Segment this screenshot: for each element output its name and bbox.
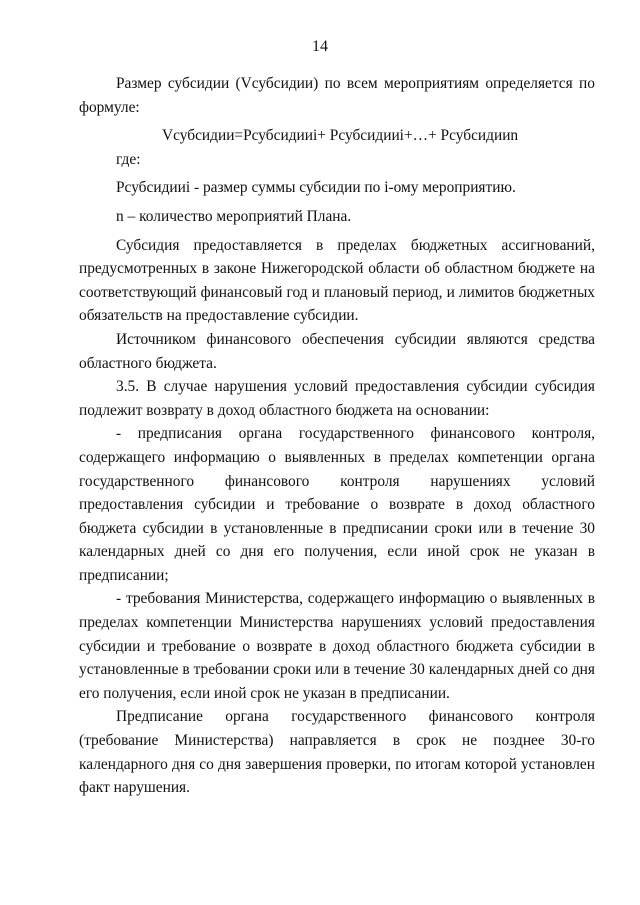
paragraph-section-3-5: 3.5. В случае нарушения условий предоставления субсидии субсидия подлежит возврату в доход областного бюджета на основании: bbox=[79, 378, 595, 419]
list-item-ministry-requirement: - требования Министерства, содержащего информацию о выявленных в пределах компетенции Министерства нарушениях условий предоставления субсидии и требование о возврате в доход областного бюджета субсидии в установленные в требовании сроки или в течение 30 календарных дней со дня его получения, если иной срок не указан в предписании. bbox=[79, 590, 595, 702]
paragraph-funding-source: Источником финансового обеспечения субсидии являются средства областного бюджета. bbox=[79, 330, 595, 372]
page-number: 14 bbox=[312, 38, 328, 55]
list-item-prescription: - предписания органа государственного финансового контроля, содержащего информацию о выявленных в пределах компетенции органа государственного финансового контроля нарушениях условий предоставления субсидии и требование о возврате в доход областного бюджета субсидии в установленные в предписании сроки или в течение 30 календарных дней со дня его получения, если иной срок не указан в предписании; bbox=[79, 425, 595, 584]
formula-definition-n: n – количество мероприятий Плана. bbox=[116, 207, 352, 225]
document-body bbox=[79, 72, 595, 800]
formula-where-label: где: bbox=[116, 150, 141, 168]
paragraph-deadline: Предписание органа государственного финансового контроля (требование Министерства) направляется в срок не позднее 30-го календарного дня со дня завершения проверки, по итогам которой установлен факт нарушения. bbox=[79, 708, 595, 797]
paragraph-budget-limits: Субсидия предоставляется в пределах бюджетных ассигнований, предусмотренных в законе Нижегородской области об областном бюджете на соответствующий финансовый год и плановый период, и лимитов бюджетных обязательств на предоставление субсидии. bbox=[79, 236, 595, 325]
subsidy-formula: Vсубсидии=Pсубсидииi+ Pсубсидииi+…+ Pсубсидииn bbox=[162, 127, 519, 145]
formula-definition-p: Pсубсидииi - размер суммы субсидии по i-ому мероприятию. bbox=[116, 179, 516, 197]
paragraph-subsidy-size: Размер субсидии (Vсубсидии) по всем мероприятиям определяется по формуле: bbox=[79, 75, 595, 116]
